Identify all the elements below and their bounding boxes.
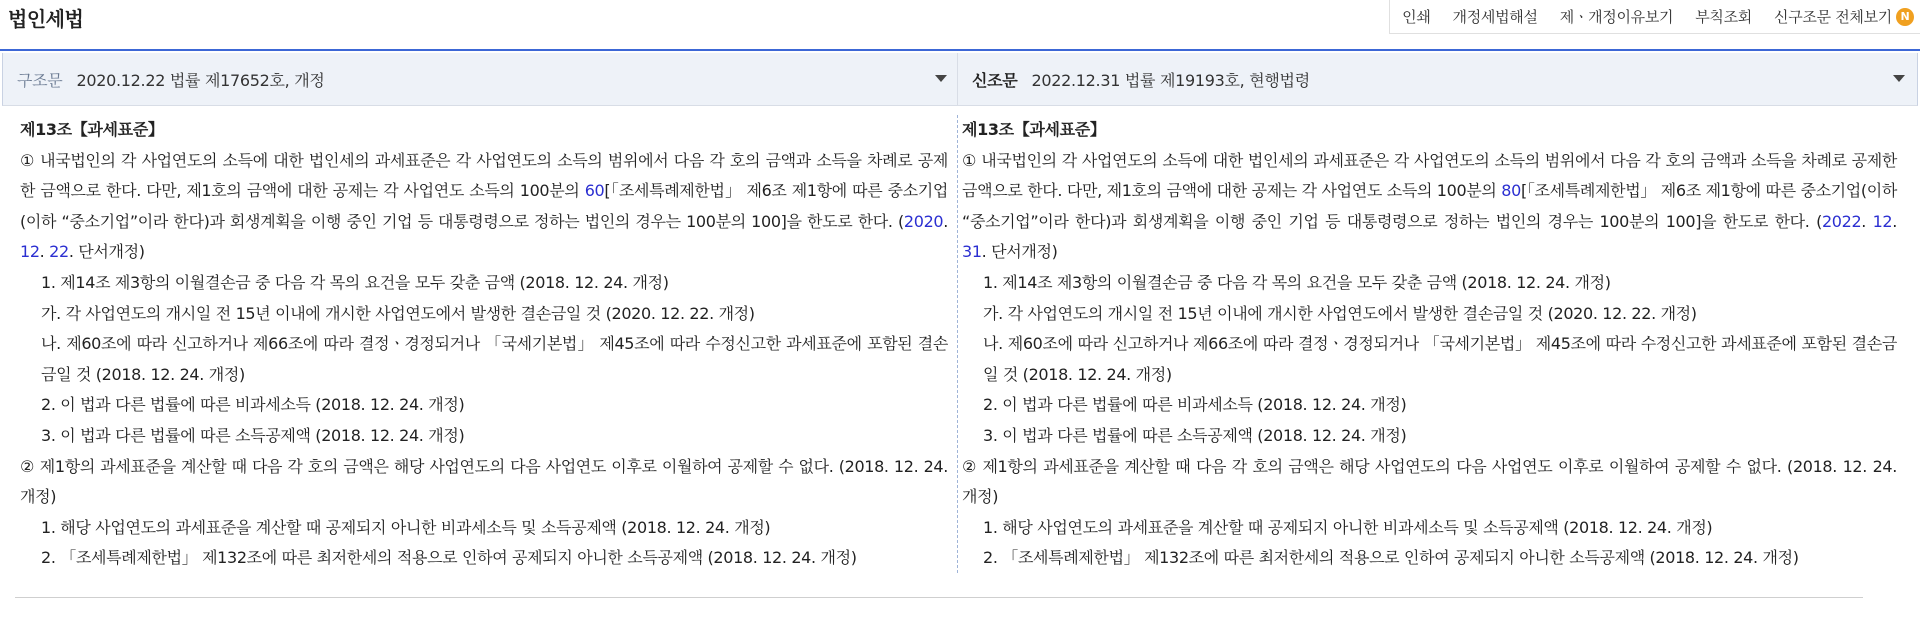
old-article-text bbox=[20, 115, 948, 574]
list-item: 2. 이 법과 다른 법률에 따른 비과세소득 (2018. 12. 24. 개정) bbox=[983, 395, 1407, 415]
new-badge-icon: N bbox=[1896, 8, 1914, 26]
chevron-down-icon bbox=[935, 75, 947, 82]
view-all-comparison-link[interactable] bbox=[1774, 6, 1914, 27]
paragraph-2: ② 제1항의 과세표준을 계산할 때 다음 각 호의 금액은 해당 사업연도의 다음 사업연도 이후로 이월하여 공제할 수 없다. (2018. 12. 24. 개정) bbox=[962, 456, 1897, 507]
bottom-divider bbox=[15, 597, 1863, 598]
toolbar bbox=[1389, 0, 1920, 34]
paragraph-1: ① 내국법인의 각 사업연도의 소득에 대한 법인세의 과세표준은 각 사업연도의 소득의 범위에서 다음 각 호의 금액과 소득을 차례로 공제한 금액으로 한다. 다만, 제1호의 금액에 대한 공제는 각 사업연도 소득의 100분의 80[「조세특례제한법」 제6조 제1항에 따른 중소기업(이하 “중소기업”이라 한다)과 회생계획을 이행 중인 기업 등 대통령령으로 정하는 법인의 경우는 100분의 100]을 한도로 한다. (2022. 12. 31. 단서개정) bbox=[962, 150, 1897, 262]
article-title: 제13조【과세표준】 bbox=[20, 120, 164, 139]
revision-reason-link[interactable]: 제ㆍ개정이유보기 bbox=[1559, 8, 1674, 26]
changed-value: 60 bbox=[584, 181, 605, 201]
revision-explanation-link[interactable]: 개정세법해설 bbox=[1452, 8, 1538, 26]
list-item: 3. 이 법과 다른 법률에 따른 소득공제액 (2018. 12. 24. 개정) bbox=[983, 425, 1407, 445]
old-version-select[interactable] bbox=[2, 53, 957, 106]
print-link[interactable]: 인쇄 bbox=[1402, 8, 1431, 26]
comparison-area bbox=[0, 53, 1920, 593]
changed-year: 2022 bbox=[1821, 211, 1862, 231]
list-item: 나. 제60조에 따라 신고하거나 제66조에 따라 결정ㆍ경정되거나 「국세기본법」 제45조에 따라 수정신고한 과세표준에 포함된 결손금일 것 (2018. 12. 24. 개정) bbox=[983, 334, 1897, 384]
new-version-label: 신조문 bbox=[972, 70, 1018, 90]
view-all-comparison-label: 신구조문 전체보기 bbox=[1774, 8, 1892, 26]
changed-day: 22 bbox=[49, 242, 69, 262]
list-item: 3. 이 법과 다른 법률에 따른 소득공제액 (2018. 12. 24. 개정) bbox=[41, 425, 465, 445]
new-version-value: 2022.12.31 법률 제19193호, 현행법령 bbox=[1031, 70, 1310, 90]
page-title: 법인세법 bbox=[8, 7, 84, 31]
list-item: 가. 각 사업연도의 개시일 전 15년 이내에 개시한 사업연도에서 발생한 결손금일 것 (2020. 12. 22. 개정) bbox=[41, 303, 755, 323]
list-item: 나. 제60조에 따라 신고하거나 제66조에 따라 결정ㆍ경정되거나 「국세기본법」 제45조에 따라 수정신고한 과세표준에 포함된 결손금일 것 (2018. 12. 24. 개정) bbox=[41, 334, 948, 384]
supplementary-provisions-link[interactable]: 부칙조회 bbox=[1695, 8, 1752, 26]
changed-year: 2020 bbox=[903, 211, 944, 231]
changed-day: 31 bbox=[962, 242, 982, 262]
list-item: 1. 제14조 제3항의 이월결손금 중 다음 각 목의 요건을 모두 갖춘 금액 (2018. 12. 24. 개정) bbox=[983, 272, 1611, 292]
list-item: 2. 「조세특례제한법」 제132조에 따른 최저한세의 적용으로 인하여 공제되지 아니한 소득공제액 (2018. 12. 24. 개정) bbox=[983, 548, 1799, 568]
top-bar bbox=[0, 0, 1920, 51]
column-divider bbox=[957, 115, 958, 573]
list-item: 가. 각 사업연도의 개시일 전 15년 이내에 개시한 사업연도에서 발생한 결손금일 것 (2020. 12. 22. 개정) bbox=[983, 303, 1697, 323]
list-item: 1. 해당 사업연도의 과세표준을 계산할 때 공제되지 아니한 비과세소득 및 소득공제액 (2018. 12. 24. 개정) bbox=[983, 517, 1713, 537]
paragraph-1: ① 내국법인의 각 사업연도의 소득에 대한 법인세의 과세표준은 각 사업연도의 소득의 범위에서 다음 각 호의 금액과 소득을 차례로 공제한 금액으로 한다. 다만, 제1호의 금액에 대한 공제는 각 사업연도 소득의 100분의 60[「조세특례제한법」 제6조 제1항에 따른 중소기업(이하 “중소기업”이라 한다)과 회생계획을 이행 중인 기업 등 대통령령으로 정하는 법인의 경우는 100분의 100]을 한도로 한다. (2020. 12. 22. 단서개정) bbox=[20, 150, 948, 262]
changed-value: 80 bbox=[1501, 181, 1521, 201]
paragraph-2: ② 제1항의 과세표준을 계산할 때 다음 각 호의 금액은 해당 사업연도의 다음 사업연도 이후로 이월하여 공제할 수 없다. (2018. 12. 24. 개정) bbox=[20, 456, 948, 507]
old-version-label: 구조문 bbox=[17, 70, 63, 90]
changed-month: 12 bbox=[1872, 211, 1893, 231]
list-item: 2. 이 법과 다른 법률에 따른 비과세소득 (2018. 12. 24. 개정) bbox=[41, 395, 465, 415]
article-title: 제13조【과세표준】 bbox=[962, 120, 1106, 139]
list-item: 2. 「조세특례제한법」 제132조에 따른 최저한세의 적용으로 인하여 공제되지 아니한 소득공제액 (2018. 12. 24. 개정) bbox=[41, 548, 857, 568]
new-article-text bbox=[962, 115, 1897, 574]
new-version-select[interactable] bbox=[958, 53, 1918, 106]
changed-month: 12 bbox=[20, 242, 40, 262]
list-item: 1. 해당 사업연도의 과세표준을 계산할 때 공제되지 아니한 비과세소득 및 소득공제액 (2018. 12. 24. 개정) bbox=[41, 517, 771, 537]
list-item: 1. 제14조 제3항의 이월결손금 중 다음 각 목의 요건을 모두 갖춘 금액 (2018. 12. 24. 개정) bbox=[41, 272, 669, 292]
chevron-down-icon bbox=[1893, 75, 1905, 82]
old-version-value: 2020.12.22 법률 제17652호, 개정 bbox=[76, 70, 325, 90]
